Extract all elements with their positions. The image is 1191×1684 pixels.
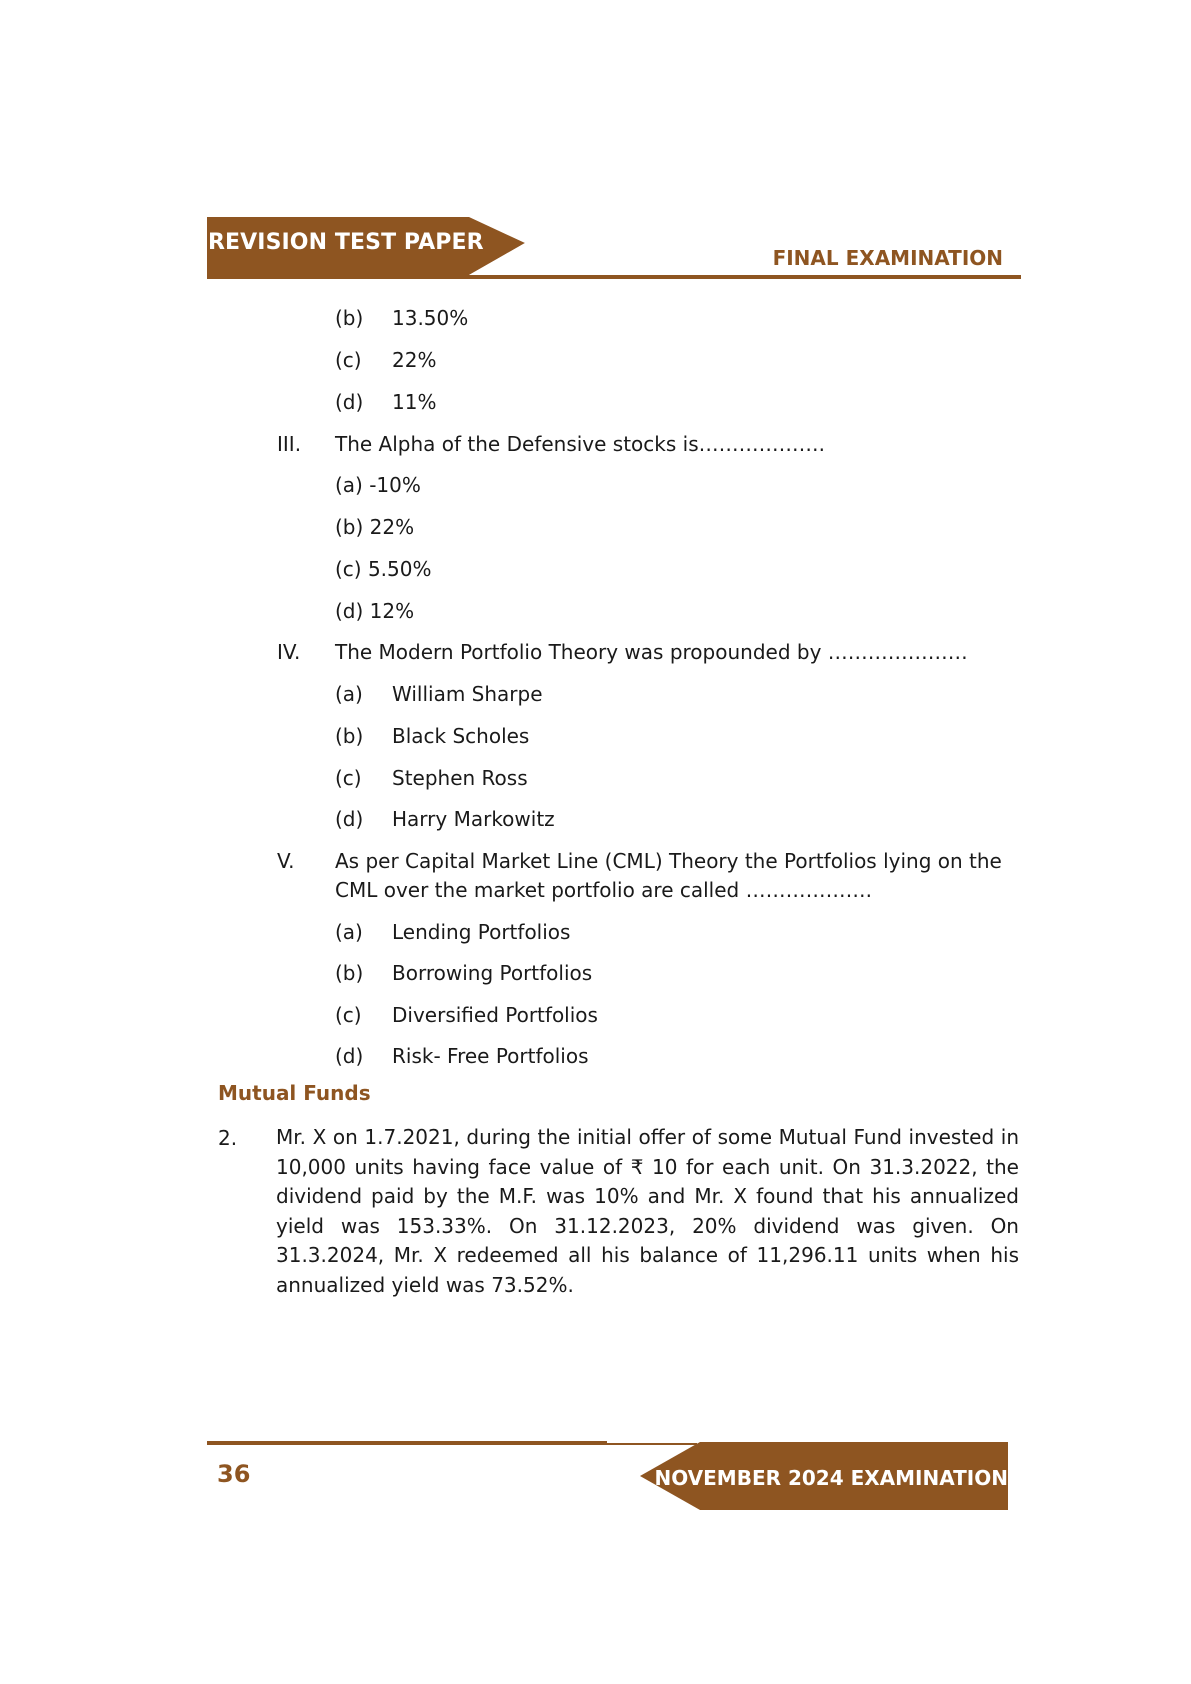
footer-title: NOVEMBER 2024 EXAMINATION <box>654 1466 1008 1490</box>
page-number: 36 <box>217 1460 251 1488</box>
option-label: (c) <box>335 1003 362 1027</box>
option-text: 13.50% <box>392 306 469 330</box>
option-label: (d) <box>335 390 364 414</box>
header-rule <box>207 275 1021 279</box>
section-heading: Mutual Funds <box>218 1081 371 1105</box>
option-text: Lending Portfolios <box>392 920 571 944</box>
option-label: (b) <box>335 306 364 330</box>
question-text: As per Capital Market Line (CML) Theory the Portfolios lying on the <box>335 849 1002 873</box>
option-text: Risk- Free Portfolios <box>392 1044 589 1068</box>
question-number: 2. <box>218 1126 238 1150</box>
list-item: (a) -10% <box>335 473 421 497</box>
list-item: (c) 5.50% <box>335 557 432 581</box>
option-label: (c) <box>335 348 362 372</box>
option-label: (a) <box>335 920 363 944</box>
option-text: 22% <box>392 348 437 372</box>
list-item: (b) 22% <box>335 515 415 539</box>
option-label: (c) <box>335 766 362 790</box>
option-label: (d) <box>335 1044 364 1068</box>
option-label: (d) <box>335 807 364 831</box>
option-text: Borrowing Portfolios <box>392 961 593 985</box>
option-label: (a) <box>335 682 363 706</box>
header-title: REVISION TEST PAPER <box>208 230 484 255</box>
option-text: Black Scholes <box>392 724 530 748</box>
option-text: Stephen Ross <box>392 766 528 790</box>
option-text: 11% <box>392 390 437 414</box>
option-label: (b) <box>335 961 364 985</box>
header-exam-label: FINAL EXAMINATION <box>772 246 1003 270</box>
option-text: Diversified Portfolios <box>392 1003 598 1027</box>
option-text: William Sharpe <box>392 682 543 706</box>
option-text: Harry Markowitz <box>392 807 555 831</box>
question-text: Mr. X on 1.7.2021, during the initial offer of some Mutual Fund invested in 10,000 units having face value of ₹ 10 for each unit. On 31.3.2022, the dividend paid by the M.F. was 10% and Mr. X found that his annualized yield was 153.33%. On 31.12.2023, 20% dividend was given. On 31.3.2024, Mr. X redeemed all his balance of 11,296.11 units when his annualized yield was 73.52%. <box>276 1125 1019 1297</box>
footer-rule <box>207 1441 607 1445</box>
question-number: III. <box>277 432 302 456</box>
question-text: The Modern Portfolio Theory was propounded by ………………… <box>335 640 968 664</box>
question-text: The Alpha of the Defensive stocks is………………. <box>335 432 825 456</box>
question-text-cont: CML over the market portfolio are called ………………. <box>335 878 872 902</box>
question-number: IV. <box>277 640 301 664</box>
list-item: (d) 12% <box>335 599 415 623</box>
option-label: (b) <box>335 724 364 748</box>
question-number: V. <box>277 849 295 873</box>
